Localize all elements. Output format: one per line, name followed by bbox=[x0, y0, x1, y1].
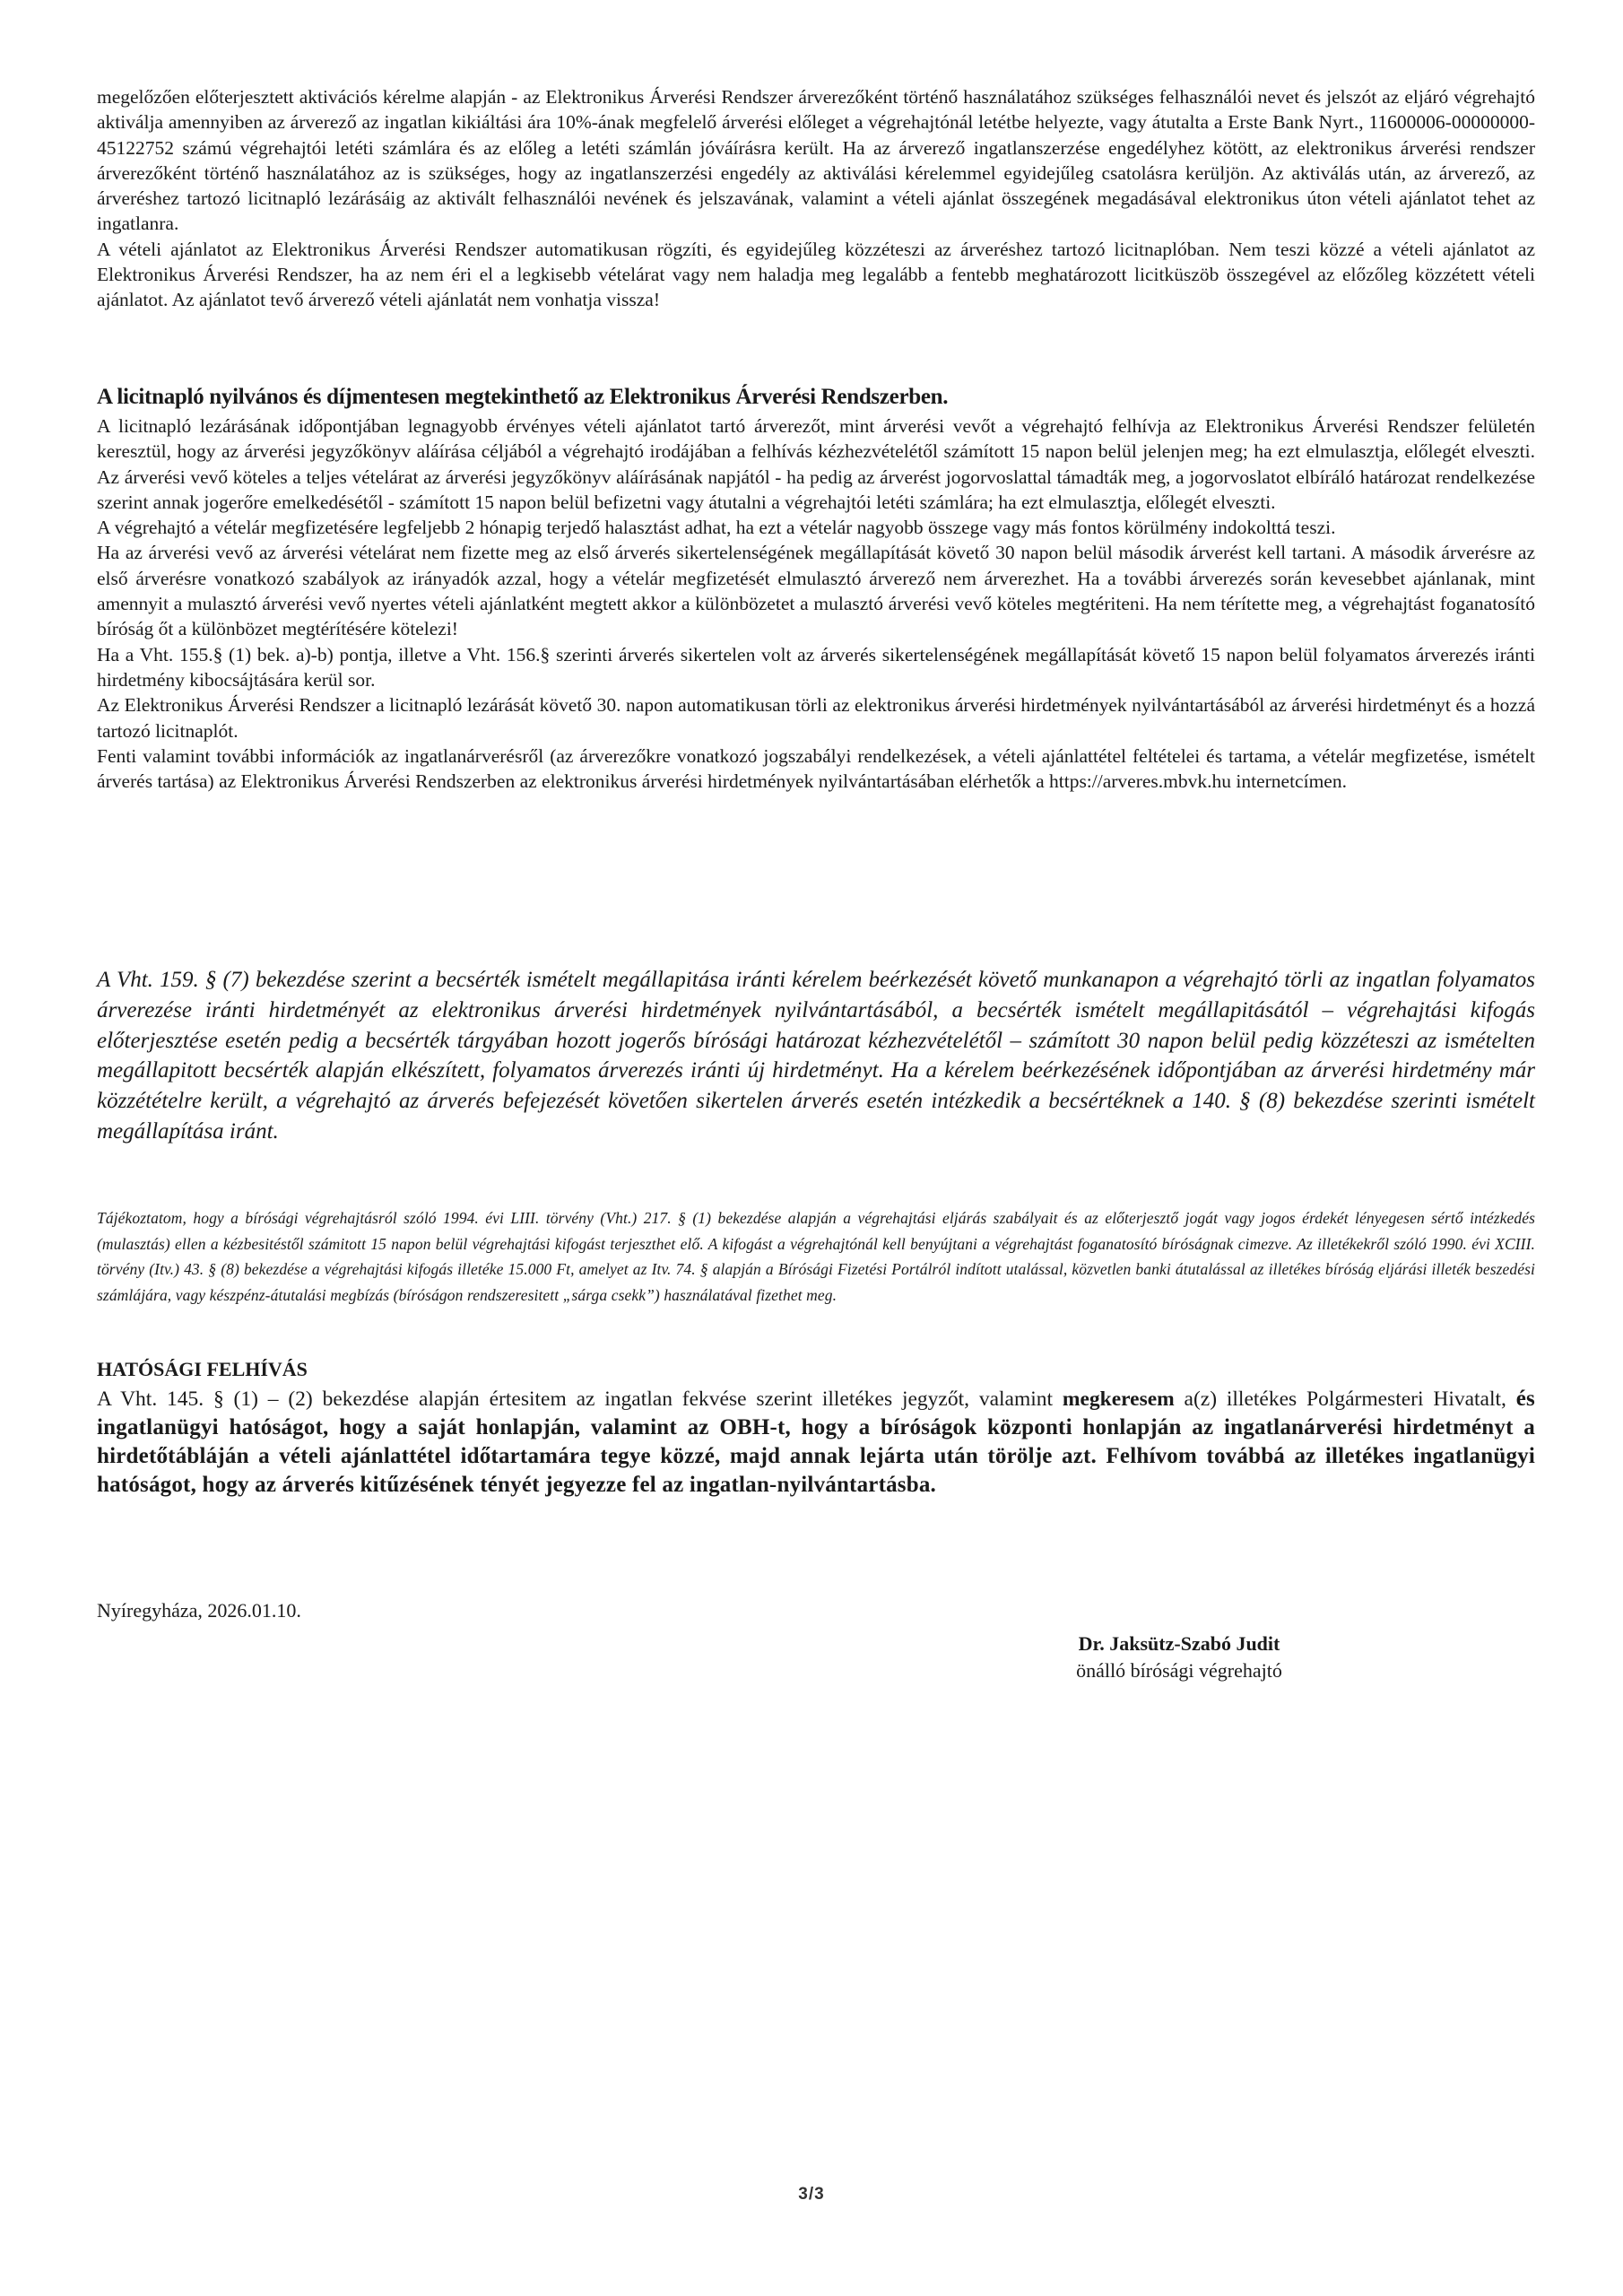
body-paragraph-more-info: Fenti valamint további információk az ingatlanárverésről (az árverezőkre vonatkozó jogszabályi rendelkezések, a vételi ajánlattétel feltételei és tartama, a vételár megfizetése, ismételt árverés tartása) az Elektronikus Árverési Rendszerben az elektronikus árverési hirdetmények nyilvántartásában elérhetők a https://arveres.mbvk.hu internetcímen. bbox=[97, 744, 1535, 793]
authority-notice-part1: A Vht. 145. § (1) – (2) bekezdése alapján értesitem az ingatlan fekvése szerint illetékes jegyzőt, valamint bbox=[97, 1387, 1063, 1411]
valuation-notice: A Vht. 159. § (7) bekezdése szerint a becsérték ismételt megállapitása iránti kérelem beérkezését követő munkanapon a végrehajtó törli az ingatlan folyamatos árverezése iránti hirdetményét az elektronikus árverési hirdetmények nyilvántartásából, a becsérték ismételt megállapitásától – végrehajtási kifogás előterjesztése esetén pedig a becsérték tárgyában hozott jogerős bírósági határozat kézhezvételétől – számított 30 napon belül pedig közzéteszi az ismételten megállapitott becsérték alapján elkészített, folyamatos árverezés iránti új hirdetményt. Ha a kérelem beérkezésének időpontjában az árverési hirdetmény már közzétételre került, a végrehajtó az árverés befejezését követően sikertelen árverés esetén intézkedik a becsértéknek a 140. § (8) bekezdése szerinti ismételt megállapítása iránt. bbox=[97, 968, 1535, 1144]
authority-notice-megkeresem: megkeresem bbox=[1062, 1387, 1175, 1411]
intro-paragraph-activation: megelőzően előterjesztett aktivációs kérelme alapján - az Elektronikus Árverési Rendszer árverezőként történő használatához szükséges felhasználói nevet és jelszót az eljáró végrehajtó aktiválja amennyiben az árverező az ingatlan kikiáltási ára 10%-ának megfelelő árverési előleget a végrehajtónál letétbe helyezte, vagy átutalta a Erste Bank Nyrt., 11600006-00000000-45122752 számú végrehajtói letéti számlára és az előleg a letéti számlán jóváírásra került. Ha az árverező ingatlanszerzése engedélyhez kötött, az elektronikus árverési rendszer árverezőként történő használatához az is szükséges, hogy az ingatlanszerzési engedély az aktiválási kérelemmel egyidejűleg csatolásra kerüljön. Az aktiválás után, az árverező, az árveréshez tartozó licitnapló lezárásáig az aktivált felhasználói nevének és jelszavának, valamint a vételi ajánlat összegének megadásával elektronikus úton vételi ajánlatot tehet az ingatlanra. bbox=[97, 86, 1535, 235]
intro-paragraph-bid-recording: A vételi ajánlatot az Elektronikus Árverési Rendszer automatikusan rögzíti, és egyidejűleg közzéteszi az árveréshez tartozó licitnaplóban. Nem teszi közzé a vételi ajánlatot az Elektronikus Árverési Rendszer, ha az nem éri el a legkisebb vételárat vagy nem haladja meg legalább a fentebb meghatározott licitküszöb összegével az előzőleg közzétett vételi ajánlatot. Az ajánlatot tevő árverező vételi ajánlatát nem vonhatja vissza! bbox=[97, 238, 1535, 311]
intro-section bbox=[97, 84, 1535, 313]
authority-notice-text bbox=[97, 1385, 1535, 1500]
legal-remedy-info: Tájékoztatom, hogy a bírósági végrehajtásról szóló 1994. évi LIII. törvény (Vht.) 217. § (1) bekezdése alapján a végrehajtási eljárás szabályait és az előterjesztő jogát vagy jogos érdekét lényegesen sértő intézkedés (mulasztás) ellen a kézbesitéstől számitott 15 napon belül végrehajtási kifogást terjeszthet elő. A kifogást a végrehajtónál kell benyújtani a végrehajtást foganatosító bíróságnak cimezve. Az illetékekről szóló 1990. évi XCIII. törvény (Itv.) 43. § (8) bekezdése a végrehajtási kifogás illetéke 15.000 Ft, amelyet az Itv. 74. § alapján a Bírósági Fizetési Portálról indított utalással, közvetlen banki átutalással az illetékes bíróság eljárási illeték beszedési számlájára, vagy készpénz-átutalási megbízás (bíróságon rendszeresitett „sárga csekk”) használatával fizethet meg. bbox=[97, 1209, 1535, 1304]
page-number: 3/3 bbox=[798, 2185, 825, 2204]
licitnaplo-heading: A licitnapló nyilvános és díjmentesen megtekinthető az Elektronikus Árverési Rendszerben. bbox=[97, 385, 949, 409]
body-paragraph-buyer-obligations: A licitnapló lezárásának időpontjában legnagyobb érvényes vételi ajánlatot tartó árverezőt, mint árverési vevőt a végrehajtó felhívja az Elektronikus Árverési Rendszer felületén keresztül, hogy az árverési jegyzőkönyv aláírása céljából a végrehajtó irodájában a felhívás kézhezvételétől számított 15 napon belül jelenjen meg; ha ezt elmulasztja, előlegét elveszti. Az árverési vevő köteles a teljes vételárat az árverési jegyzőkönyv aláírásának napjától - ha pedig az árverést jogorvoslattal támadták meg, a jogorvoslatot elbíráló határozat rendelkezése szerint annak jogerőre emelkedésétől - számított 15 napon belül befizetni vagy átutalni a végrehajtói letéti számlára; ha ezt elmulasztja, előlegét elveszti. bbox=[97, 415, 1535, 513]
body-paragraph-payment-extension: A végrehajtó a vételár megfizetésére legfeljebb 2 hónapig terjedő halasztást adhat, ha ezt a vételár nagyobb összege vagy más fontos körülmény indokolttá teszi. bbox=[97, 517, 1336, 539]
signatory-title: önálló bírósági végrehajtó bbox=[1076, 1659, 1282, 1682]
body-paragraph-unsuccessful-auction: Ha a Vht. 155.§ (1) bek. a)-b) pontja, illetve a Vht. 156.§ szerinti árverés sikertelen volt az árverés sikertelenségének megállapítását követő 15 napon belül folyamatos árverezés iránti hirdetmény kibocsájtására kerül sor. bbox=[97, 643, 1535, 691]
place-and-date: Nyíregyháza, 2026.01.10. bbox=[97, 1599, 301, 1622]
authority-notice-heading: HATÓSÁGI FELHÍVÁS bbox=[97, 1358, 308, 1380]
signature-block bbox=[942, 1631, 1417, 1684]
signatory-name: Dr. Jaksütz-Szabó Judit bbox=[1078, 1632, 1280, 1655]
body-paragraph-second-auction: Ha az árverési vevő az árverési vételárat nem fizette meg az első árverés sikertelenségének megállapítását követő 30 napon belül második árverést kell tartani. A második árverésre az első árverésre vonatkozó szabályok az irányadók azzal, hogy a vételár megfizetését elmulasztó árverező nem árverezhet. Ha a további árverezés során kevesebbet ajánlanak, mint amennyit a mulasztó árverési vevő nyertes vételi ajánlatként megtett akkor a különbözetet a mulasztó árverési vevő köteles megtériteni. Ha nem térítette meg, a végrehajtást foganatosító bíróság őt a különbözet megtérítésére kötelezi! bbox=[97, 542, 1535, 640]
authority-notice-bold-request: és ingatlanügyi hatóságot, hogy a saját honlapján, valamint az OBH-t, hogy a bíróságok központi honlapján az ingatlanárverési hirdetményt a hirdetőtábláján a vételi ajánlattétel időtartamára tegye közzé, majd annak lejárta után törölje azt. Felhívom továbbá az illetékes ingatlanügyi hatóságot, hogy az árverés kitűzésének tényét jegyezze fel az ingatlan-nyilvántartásba. bbox=[97, 1387, 1535, 1497]
body-paragraph-auto-delete: Az Elektronikus Árverési Rendszer a licitnapló lezárását követő 30. napon automatikusan törli az elektronikus árverési hirdetmények nyilvántartásából az árverési hirdetményt és a hozzá tartozó licitnaplót. bbox=[97, 694, 1535, 742]
authority-notice-part3: a(z) illetékes Polgármesteri Hivatalt, bbox=[1174, 1387, 1516, 1411]
body-section bbox=[97, 413, 1535, 794]
